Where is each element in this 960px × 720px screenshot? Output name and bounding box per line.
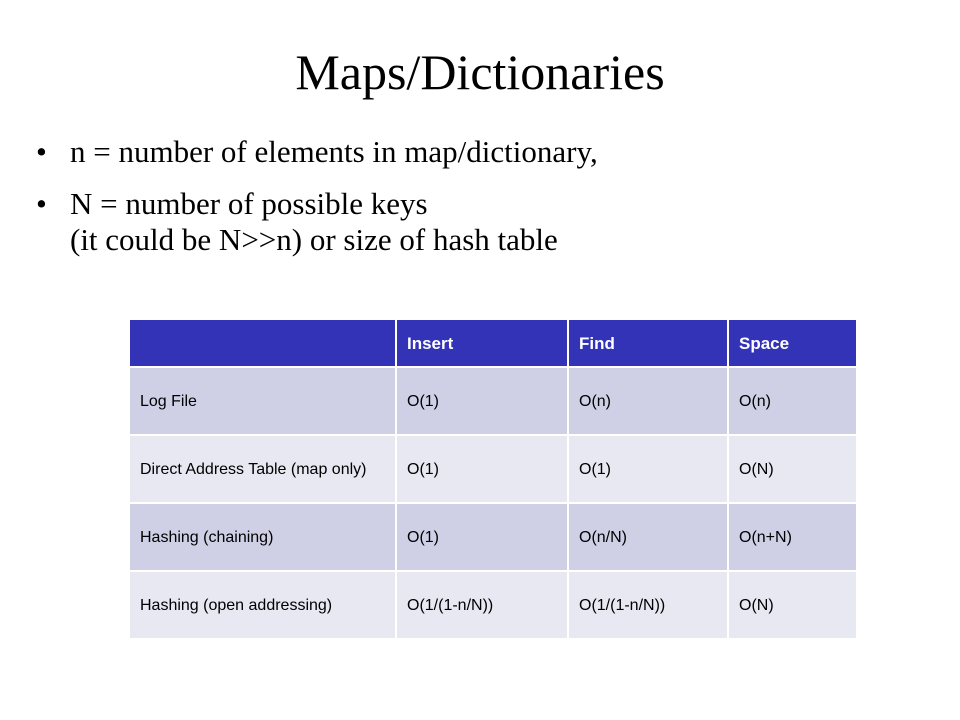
header-cell-blank bbox=[129, 319, 396, 367]
bullet-list bbox=[36, 134, 916, 274]
table-row bbox=[129, 367, 857, 435]
table-header-row bbox=[129, 319, 857, 367]
row-label-cell: Direct Address Table (map only) bbox=[129, 435, 396, 503]
space-cell: O(N) bbox=[728, 435, 857, 503]
bullet-item bbox=[36, 186, 916, 258]
insert-cell: O(1) bbox=[396, 367, 568, 435]
header-cell-find: Find bbox=[568, 319, 728, 367]
header-cell-space: Space bbox=[728, 319, 857, 367]
row-label-cell: Log File bbox=[129, 367, 396, 435]
space-cell: O(n) bbox=[728, 367, 857, 435]
table-row bbox=[129, 503, 857, 571]
bullet-marker: • bbox=[36, 134, 47, 169]
row-label-cell: Hashing (open addressing) bbox=[129, 571, 396, 639]
header-cell-insert: Insert bbox=[396, 319, 568, 367]
bullet-text-continuation: (it could be N>>n) or size of hash table bbox=[70, 222, 558, 257]
find-cell: O(1) bbox=[568, 435, 728, 503]
insert-cell: O(1) bbox=[396, 503, 568, 571]
bullet-text: n = number of elements in map/dictionary, bbox=[70, 134, 598, 169]
bullet-marker: • bbox=[36, 186, 47, 221]
table-row bbox=[129, 571, 857, 639]
insert-cell: O(1/(1-n/N)) bbox=[396, 571, 568, 639]
bullet-item bbox=[36, 134, 916, 170]
find-cell: O(n/N) bbox=[568, 503, 728, 571]
space-cell: O(N) bbox=[728, 571, 857, 639]
row-label-cell: Hashing (chaining) bbox=[129, 503, 396, 571]
slide-title: Maps/Dictionaries bbox=[295, 44, 665, 100]
table-row bbox=[129, 435, 857, 503]
complexity-table bbox=[128, 318, 858, 640]
space-cell: O(n+N) bbox=[728, 503, 857, 571]
insert-cell: O(1) bbox=[396, 435, 568, 503]
find-cell: O(n) bbox=[568, 367, 728, 435]
bullet-text: N = number of possible keys bbox=[70, 186, 428, 221]
find-cell: O(1/(1-n/N)) bbox=[568, 571, 728, 639]
